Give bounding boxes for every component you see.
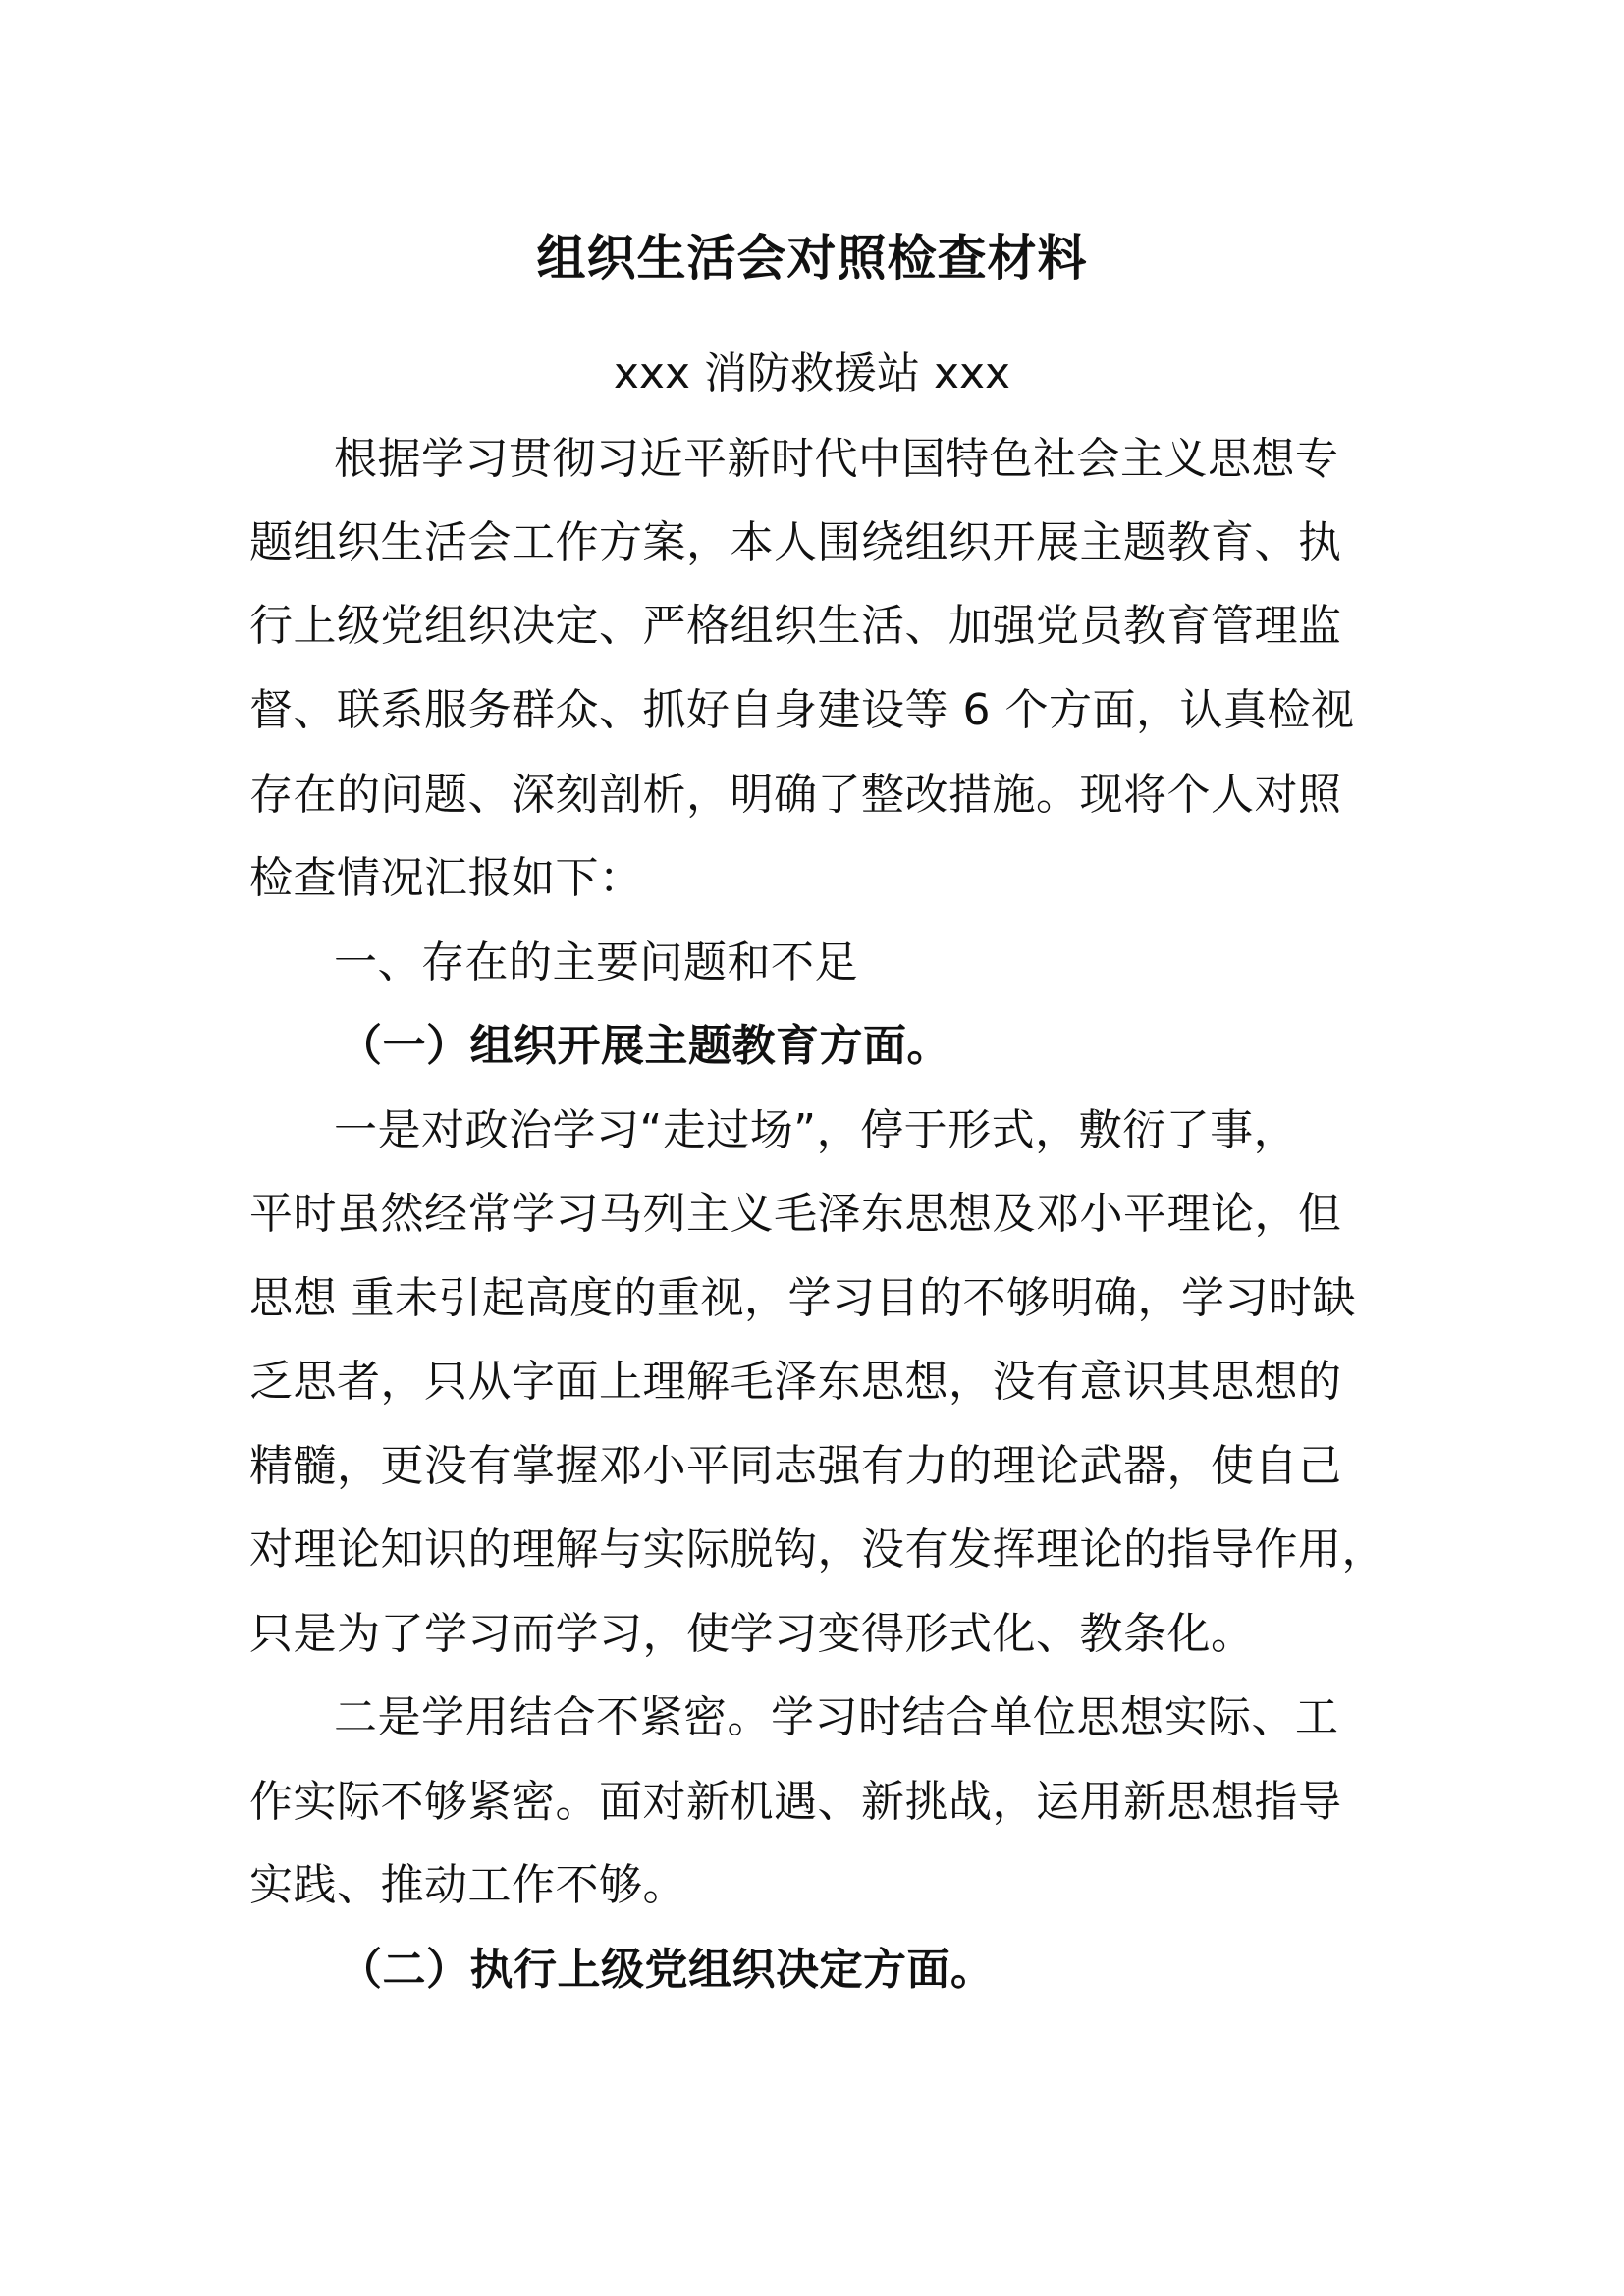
paragraph-line: 作实际不够紧密。面对新机遇、新挑战，运用新思想指导 — [249, 1777, 1342, 1827]
paragraph-line: 对理论知识的理解与实际脱钩，没有发挥理论的指导作用， — [249, 1524, 1385, 1575]
paragraph-line: 乏思者，只从字面上理解毛泽东思想，没有意识其思想的 — [249, 1357, 1342, 1407]
paragraph-line: 督、联系服务群众、抓好自身建设等 6 个方面，认真检视 — [249, 685, 1355, 735]
section-heading: 一、存在的主要问题和不足 — [334, 937, 858, 988]
paragraph-line: 只是为了学习而学习，使学习变得形式化、教条化。 — [249, 1609, 1255, 1659]
paragraph-line: 实践、推动工作不够。 — [249, 1860, 686, 1910]
author-line: xxx 消防救援站 xxx — [613, 348, 1011, 399]
paragraph-line: 题组织生活会工作方案，本人围绕组织开展主题教育、执 — [249, 517, 1342, 567]
subsection-heading: （二）执行上级党组织决定方面。 — [339, 1945, 995, 1995]
paragraph-line: 检查情况汇报如下： — [249, 853, 643, 903]
paragraph-line: 存在的问题、深刻剖析，明确了整改措施。现将个人对照 — [249, 770, 1342, 820]
paragraph-line: 精髓，更没有掌握邓小平同志强有力的理论武器，使自己 — [249, 1441, 1342, 1491]
subsection-heading: （一）组织开展主题教育方面。 — [339, 1021, 950, 1071]
paragraph-line: 行上级党组织决定、严格组织生活、加强党员教育管理监 — [249, 601, 1342, 651]
paragraph-line: 二是学用结合不紧密。学习时结合单位思想实际、工 — [334, 1692, 1339, 1742]
paragraph-line: 思想 重未引起高度的重视，学习目的不够明确，学习时缺 — [249, 1273, 1356, 1323]
paragraph-line: 一是对政治学习“走过场”，停于形式，敷衍了事， — [334, 1105, 1298, 1155]
paragraph-line: 平时虽然经常学习马列主义毛泽东思想及邓小平理论，但 — [249, 1189, 1342, 1239]
paragraph-line: 根据学习贯彻习近平新时代中国特色社会主义思想专 — [334, 434, 1339, 484]
document-title: 组织生活会对照检查材料 — [536, 230, 1088, 287]
